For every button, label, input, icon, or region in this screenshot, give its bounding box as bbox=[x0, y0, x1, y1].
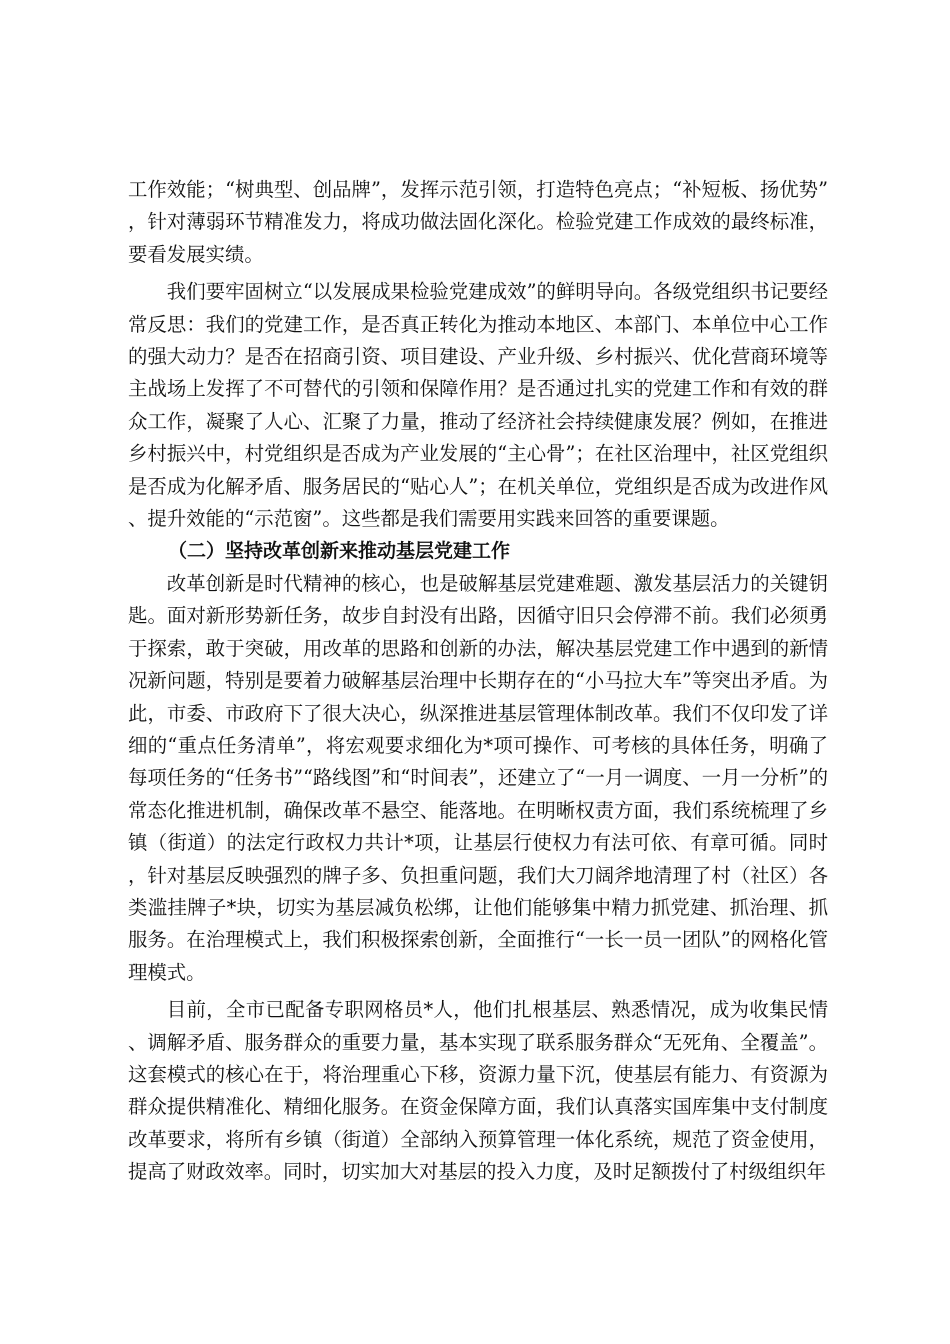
paragraph-4: 目前，全市已配备专职网格员*人，他们扎根基层、熟悉情况，成为收集民情、调解矛盾、服务群众的重要力量，基本实现了联系服务群众“无死角、全覆盖”。这套模式的核心在于，将治理重心下移，资源力量下沉，使基层有能力、有资源为群众提供精准化、精细化服务。在资金保障方面，我们认真落实国库集中支付制度改革要求，将所有乡镇（街道）全部纳入预算管理一体化系统，规范了资金使用，提高了财政效率。同时，切实加大对基层的投入力度，及时足额拨付了村级组织年 bbox=[128, 998, 828, 1184]
paragraph-2: 我们要牢固树立“以发展成果检验党建成效”的鲜明导向。各级党组织书记要经常反思：我们的党建工作，是否真正转化为推动本地区、本部门、本单位中心工作的强大动力？是否在招商引资、项目建设、产业升级、乡村振兴、优化营商环境等主战场上发挥了不可替代的引领和保障作用？是否通过扎实的党建工作和有效的群众工作，凝聚了人心、汇聚了力量，推动了经济社会持续健康发展？例如，在推进乡村振兴中，村党组织是否成为产业发展的“主心骨”；在社区治理中，社区党组织是否成为化解矛盾、服务居民的“贴心人”；在机关单位，党组织是否成为改进作风、提升效能的“示范窗”。这些都是我们需要用实践来回答的重要课题。 bbox=[128, 280, 828, 531]
paragraph-1: 工作效能；“树典型、创品牌”，发挥示范引领，打造特色亮点；“补短板、扬优势”，针对薄弱环节精准发力，将成功做法固化深化。检验党建工作成效的最终标准，要看发展实绩。 bbox=[128, 178, 828, 266]
section-heading: （二）坚持改革创新来推动基层党建工作 bbox=[168, 540, 511, 563]
document-page bbox=[128, 174, 828, 1189]
paragraph-3: 改革创新是时代精神的核心，也是破解基层党建难题、激发基层活力的关键钥匙。面对新形势新任务，故步自封没有出路，因循守旧只会停滞不前。我们必须勇于探索，敢于突破，用改革的思路和创新的办法，解决基层党建工作中遇到的新情况新问题，特别是要着力破解基层治理中长期存在的“小马拉大车”等突出矛盾。为此，市委、市政府下了很大决心，纵深推进基层管理体制改革。我们不仅印发了详细的“重点任务清单”，将宏观要求细化为*项可操作、可考核的具体任务，明确了每项任务的“任务书”“路线图”和“时间表”，还建立了“一月一调度、一月一分析”的常态化推进机制，确保改革不悬空、能落地。在明晰权责方面，我们系统梳理了乡镇（街道）的法定行政权力共计*项，让基层行使权力有法可依、有章可循。同时，针对基层反映强烈的牌子多、负担重问题，我们大刀阔斧地清理了村（社区）各类滥挂牌子*块，切实为基层减负松绑，让他们能够集中精力抓党建、抓治理、抓服务。在治理模式上，我们积极探索创新，全面推行“一长一员一团队”的网格化管理模式。 bbox=[128, 571, 828, 984]
